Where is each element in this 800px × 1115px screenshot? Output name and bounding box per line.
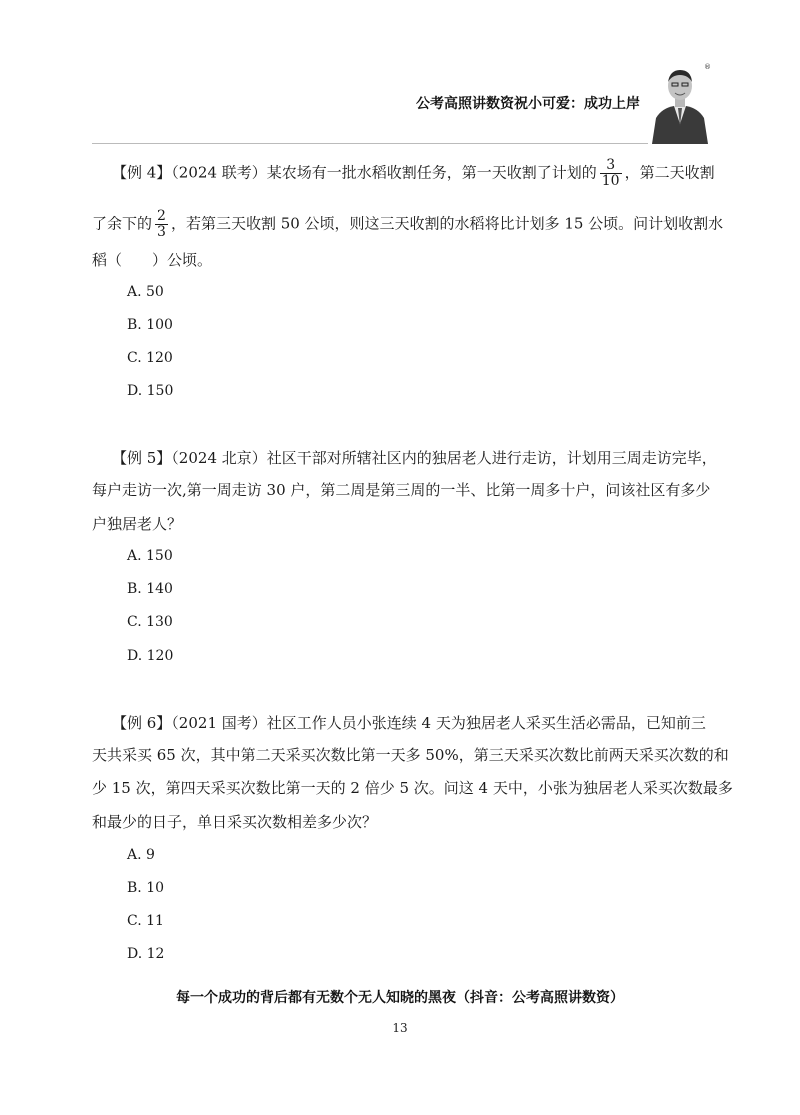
example6-line4: 和最少的日子，单日采买次数相差多少次？ [92, 813, 378, 831]
example6-line1: 【例 6】（2021 国考）社区工作人员小张连续 4 天为独居老人采买生活必需品，已知前三 [112, 714, 706, 732]
example5-option-d: D. 120 [127, 648, 174, 664]
example4-option-c: C. 120 [127, 350, 173, 366]
example4-option-d: D. 150 [127, 383, 174, 399]
example5-option-b: B. 140 [127, 581, 173, 597]
fraction-3-10: $\frac{3}{10}$ [601, 157, 620, 189]
example5-line1: 【例 5】（2024 北京）社区干部对所辖社区内的独居老人进行走访，计划用三周走访完毕， [112, 449, 717, 467]
example4-line1: 【例 4】（2024 联考）某农场有一批水稻收割任务，第一天收割了计划的 $\frac{3}{10}$ ，第二天收割 [112, 157, 715, 189]
example5-line3: 户独居老人？ [92, 515, 183, 533]
example6-line2: 天共采买 65 次，其中第二天采买次数比第一天多 50%，第三天采买次数比前两天采买次数的和 [92, 746, 729, 764]
example4-line3: 稻（ ）公顷。 [92, 251, 213, 269]
registered-mark-icon: ® [704, 63, 711, 71]
author-portrait [648, 62, 712, 144]
example6-line3: 少 15 次，第四天采买次数比第一天的 2 倍少 5 次。问这 4 天中，小张为独居老人采买次数最多 [92, 779, 733, 797]
header-slogan: 公考高照讲数资祝小可爱：成功上岸 [416, 96, 640, 112]
example5-option-c: C. 130 [127, 614, 173, 630]
example6-option-c: C. 11 [127, 913, 164, 929]
example6-option-b: B. 10 [127, 880, 165, 896]
example6-option-d: D. 12 [127, 946, 165, 962]
header-divider [92, 143, 708, 144]
example4-line2: 了余下的 $\frac{2}{3}$ ，若第三天收割 50 公顷，则这三天收割的水稻将比计划多 15 公顷。问计划收割水 [92, 208, 724, 240]
example5-line2: 每户走访一次,第一周走访 30 户，第二周是第三周的一半、比第一周多十户，问该社区有多少 [92, 481, 711, 499]
example4-option-a: A. 50 [127, 284, 164, 300]
example4-option-b: B. 100 [127, 317, 173, 333]
page-number: 13 [392, 1021, 408, 1035]
example5-option-a: A. 150 [127, 548, 173, 564]
footer-motto: 每一个成功的背后都有无数个无人知晓的黑夜（抖音：公考高照讲数资） [176, 990, 624, 1006]
fraction-2-3: $\frac{2}{3}$ [157, 208, 166, 240]
example6-option-a: A. 9 [127, 847, 155, 863]
